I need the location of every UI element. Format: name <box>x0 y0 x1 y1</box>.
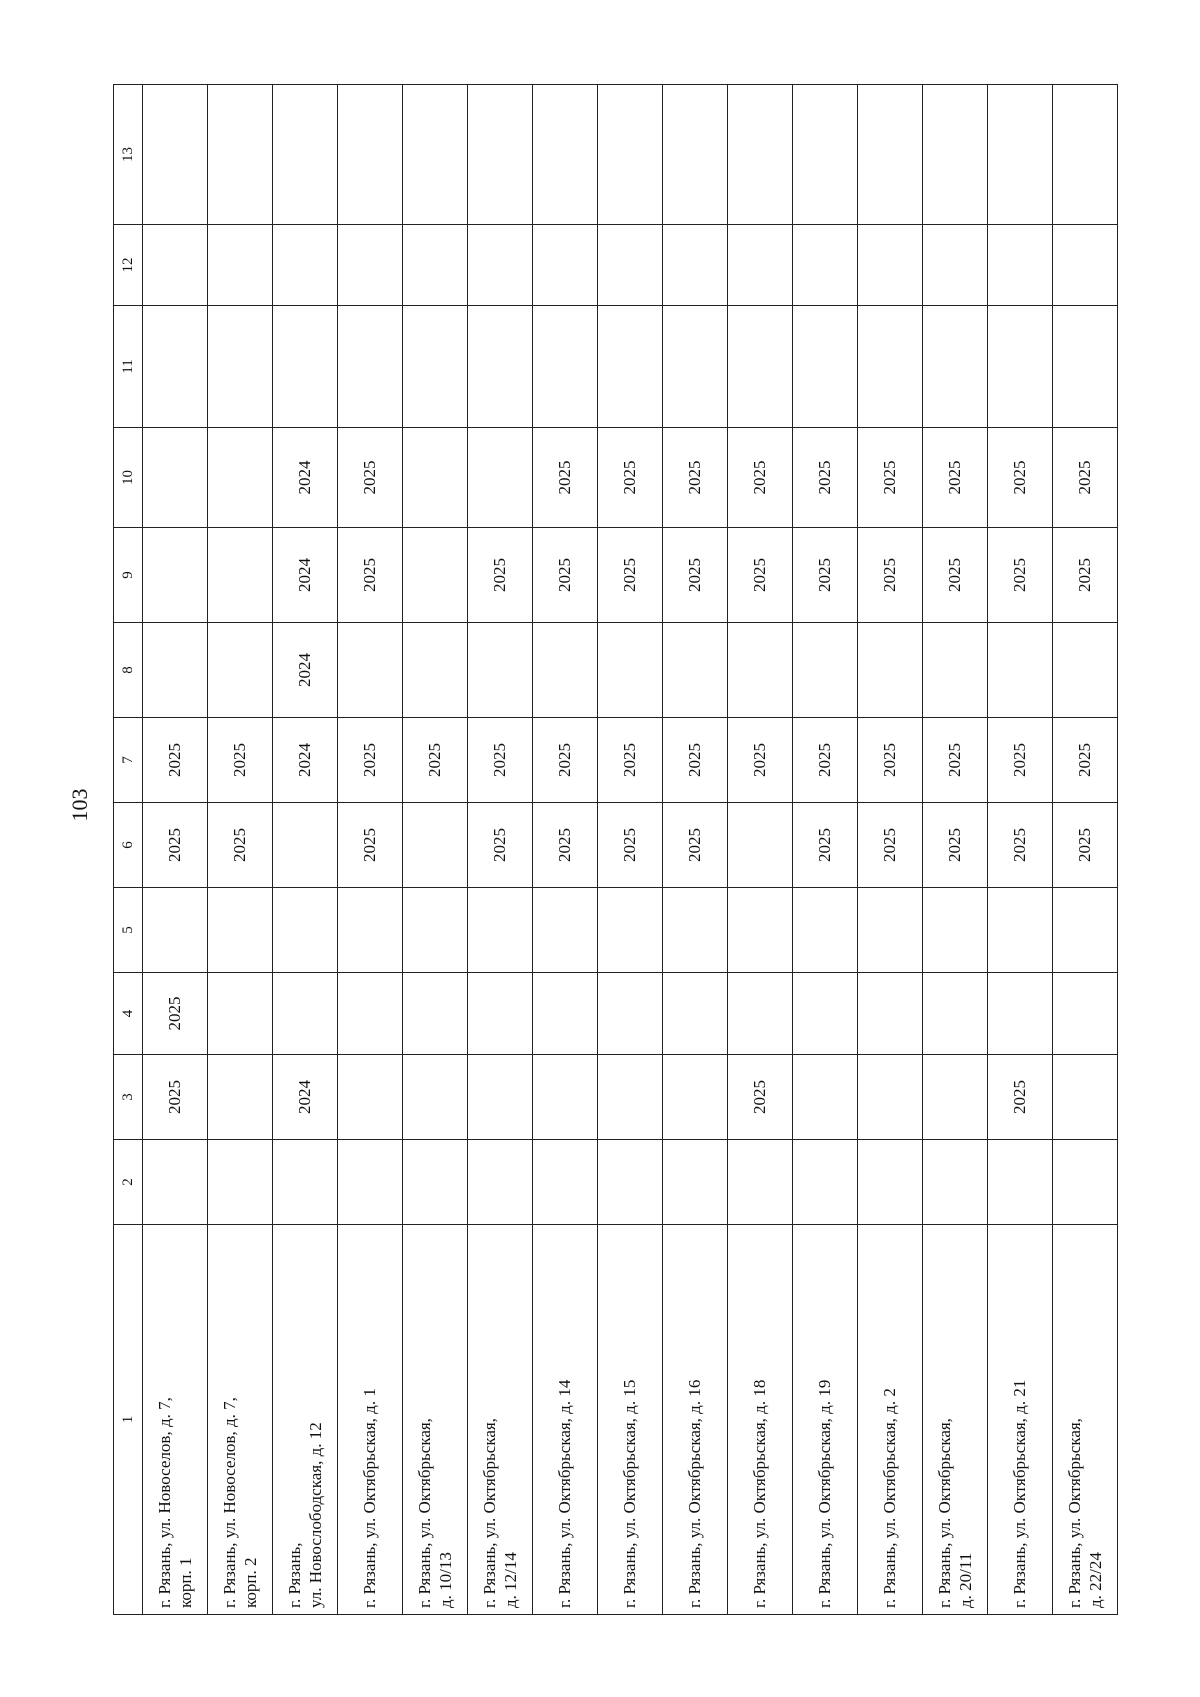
year-cell <box>403 973 468 1055</box>
year-cell <box>598 225 663 306</box>
year-cell <box>663 973 728 1055</box>
year-cell <box>338 973 403 1055</box>
year-cell <box>793 623 858 718</box>
year-cell <box>663 1055 728 1140</box>
address-cell <box>728 1225 793 1615</box>
year-cell: 2025 <box>598 528 663 623</box>
column-header: 5 <box>114 888 143 973</box>
year-cell: 2025 <box>728 528 793 623</box>
year-cell <box>468 973 533 1055</box>
year-cell <box>923 888 988 973</box>
year-cell: 2025 <box>858 718 923 803</box>
address-cell <box>403 1225 468 1615</box>
year-cell <box>273 1140 338 1225</box>
year-cell <box>208 528 273 623</box>
year-cell <box>1053 1055 1118 1140</box>
year-cell <box>533 623 598 718</box>
year-cell <box>403 85 468 225</box>
table-row <box>273 85 338 1615</box>
year-cell <box>533 85 598 225</box>
year-cell <box>793 85 858 225</box>
year-cell <box>858 225 923 306</box>
year-cell <box>598 306 663 428</box>
year-cell <box>1053 85 1118 225</box>
year-cell: 2025 <box>728 718 793 803</box>
year-cell <box>533 1140 598 1225</box>
year-cell: 2025 <box>923 528 988 623</box>
year-cell: 2025 <box>143 1055 208 1140</box>
year-cell <box>1053 973 1118 1055</box>
year-cell <box>663 623 728 718</box>
year-cell <box>403 528 468 623</box>
year-cell: 2025 <box>1053 718 1118 803</box>
year-cell <box>273 803 338 888</box>
year-cell <box>988 306 1053 428</box>
address-text: г. Рязань, ул. Октябрьская, д. 19 <box>815 1379 835 1608</box>
year-cell <box>858 85 923 225</box>
table-row <box>1053 85 1118 1615</box>
year-cell <box>403 1055 468 1140</box>
year-cell <box>208 225 273 306</box>
year-cell <box>728 888 793 973</box>
year-cell <box>208 1140 273 1225</box>
year-cell: 2025 <box>468 803 533 888</box>
year-cell: 2025 <box>598 428 663 528</box>
year-cell: 2024 <box>273 528 338 623</box>
year-cell <box>273 225 338 306</box>
year-cell: 2025 <box>598 803 663 888</box>
address-text: г. Рязань, ул. Октябрьская, д. 21 <box>1010 1379 1030 1608</box>
address-text: г. Рязань, ул. Октябрьская, д. 20/11 <box>934 1418 975 1608</box>
year-cell <box>338 225 403 306</box>
year-cell <box>403 803 468 888</box>
column-header: 11 <box>114 306 143 428</box>
year-cell <box>468 888 533 973</box>
year-cell: 2025 <box>663 803 728 888</box>
table-row <box>598 85 663 1615</box>
address-cell <box>143 1225 208 1615</box>
year-cell <box>468 623 533 718</box>
year-cell <box>403 428 468 528</box>
year-cell <box>1053 1140 1118 1225</box>
year-cell <box>728 85 793 225</box>
column-header: 3 <box>114 1055 143 1140</box>
column-header: 7 <box>114 718 143 803</box>
year-cell <box>468 1055 533 1140</box>
year-cell: 2025 <box>728 1055 793 1140</box>
address-cell <box>663 1225 728 1615</box>
year-cell <box>858 1055 923 1140</box>
year-cell <box>208 1055 273 1140</box>
year-cell <box>923 973 988 1055</box>
address-text: г. Рязань, ул. Новослободская, д. 12 <box>284 1422 325 1608</box>
year-cell <box>663 1140 728 1225</box>
year-cell: 2025 <box>663 718 728 803</box>
year-cell: 2025 <box>143 973 208 1055</box>
year-cell <box>533 888 598 973</box>
year-cell: 2025 <box>338 428 403 528</box>
year-cell: 2025 <box>793 528 858 623</box>
year-cell <box>1053 225 1118 306</box>
year-cell <box>338 1055 403 1140</box>
year-cell <box>208 623 273 718</box>
schedule-table <box>113 84 1118 1615</box>
table-row <box>208 85 273 1615</box>
year-cell <box>1053 888 1118 973</box>
column-header: 4 <box>114 973 143 1055</box>
table-row <box>988 85 1053 1615</box>
year-cell: 2025 <box>858 428 923 528</box>
year-cell <box>403 225 468 306</box>
year-cell: 2024 <box>273 718 338 803</box>
year-cell <box>143 428 208 528</box>
column-header: 8 <box>114 623 143 718</box>
year-cell <box>988 973 1053 1055</box>
year-cell <box>338 888 403 973</box>
year-cell <box>143 85 208 225</box>
year-cell <box>273 85 338 225</box>
address-cell <box>988 1225 1053 1615</box>
address-cell <box>923 1225 988 1615</box>
year-cell: 2025 <box>143 718 208 803</box>
year-cell <box>598 1055 663 1140</box>
year-cell <box>598 888 663 973</box>
year-cell <box>143 225 208 306</box>
year-cell <box>858 1140 923 1225</box>
year-cell <box>468 85 533 225</box>
column-header: 13 <box>114 85 143 225</box>
year-cell <box>663 225 728 306</box>
year-cell <box>338 85 403 225</box>
year-cell <box>988 225 1053 306</box>
year-cell: 2025 <box>533 528 598 623</box>
year-cell: 2025 <box>533 803 598 888</box>
year-cell <box>533 1055 598 1140</box>
year-cell: 2025 <box>1053 428 1118 528</box>
address-text: г. Рязань, ул. Октябрьская, д. 12/14 <box>479 1418 520 1608</box>
year-cell: 2025 <box>923 803 988 888</box>
address-text: г. Рязань, ул. Октябрьская, д. 22/24 <box>1064 1418 1105 1608</box>
year-cell <box>728 1140 793 1225</box>
year-cell: 2025 <box>403 718 468 803</box>
year-cell <box>273 306 338 428</box>
address-cell <box>533 1225 598 1615</box>
column-header: 6 <box>114 803 143 888</box>
header-row <box>114 85 143 1615</box>
year-cell: 2025 <box>858 528 923 623</box>
year-cell <box>208 888 273 973</box>
year-cell <box>533 973 598 1055</box>
year-cell <box>533 306 598 428</box>
year-cell: 2025 <box>1053 803 1118 888</box>
year-cell <box>728 973 793 1055</box>
year-cell <box>858 306 923 428</box>
year-cell: 2025 <box>663 428 728 528</box>
address-cell <box>1053 1225 1118 1615</box>
year-cell: 2025 <box>338 803 403 888</box>
year-cell: 2024 <box>273 623 338 718</box>
year-cell <box>208 973 273 1055</box>
year-cell <box>793 1055 858 1140</box>
year-cell: 2025 <box>793 718 858 803</box>
year-cell: 2025 <box>468 718 533 803</box>
year-cell <box>728 306 793 428</box>
year-cell <box>728 623 793 718</box>
year-cell: 2025 <box>793 428 858 528</box>
year-cell: 2025 <box>923 718 988 803</box>
address-text: г. Рязань, ул. Октябрьская, д. 18 <box>750 1379 770 1608</box>
address-text: г. Рязань, ул. Новоселов, д. 7, корп. 1 <box>154 1397 195 1608</box>
year-cell <box>793 888 858 973</box>
year-cell <box>793 1140 858 1225</box>
year-cell <box>1053 306 1118 428</box>
year-cell <box>1053 623 1118 718</box>
year-cell <box>208 428 273 528</box>
column-header: 1 <box>114 1225 143 1615</box>
year-cell <box>923 623 988 718</box>
year-cell: 2025 <box>598 718 663 803</box>
year-cell <box>143 623 208 718</box>
year-cell <box>468 306 533 428</box>
year-cell <box>143 306 208 428</box>
year-cell: 2025 <box>858 803 923 888</box>
table-row <box>663 85 728 1615</box>
table-row <box>793 85 858 1615</box>
year-cell: 2025 <box>208 718 273 803</box>
year-cell <box>663 85 728 225</box>
year-cell <box>403 306 468 428</box>
year-cell: 2024 <box>273 1055 338 1140</box>
address-cell <box>858 1225 923 1615</box>
year-cell <box>598 973 663 1055</box>
year-cell <box>988 623 1053 718</box>
year-cell <box>728 225 793 306</box>
year-cell: 2025 <box>793 803 858 888</box>
year-cell <box>143 528 208 623</box>
year-cell <box>338 306 403 428</box>
year-cell: 2025 <box>1053 528 1118 623</box>
year-cell: 2025 <box>988 528 1053 623</box>
year-cell: 2025 <box>923 428 988 528</box>
table-row <box>728 85 793 1615</box>
year-cell: 2025 <box>208 803 273 888</box>
year-cell <box>858 623 923 718</box>
address-text: г. Рязань, ул. Октябрьская, д. 15 <box>620 1379 640 1608</box>
address-cell <box>598 1225 663 1615</box>
year-cell: 2025 <box>663 528 728 623</box>
year-cell <box>533 225 598 306</box>
year-cell <box>273 888 338 973</box>
year-cell <box>923 85 988 225</box>
year-cell <box>468 1140 533 1225</box>
address-text: г. Рязань, ул. Октябрьская, д. 14 <box>555 1379 575 1608</box>
year-cell <box>143 888 208 973</box>
year-cell <box>598 1140 663 1225</box>
address-text: г. Рязань, ул. Октябрьская, д. 1 <box>360 1388 380 1608</box>
year-cell: 2025 <box>533 718 598 803</box>
year-cell <box>858 973 923 1055</box>
year-cell: 2025 <box>988 718 1053 803</box>
year-cell <box>403 888 468 973</box>
year-cell <box>208 85 273 225</box>
address-cell <box>273 1225 338 1615</box>
year-cell: 2025 <box>988 428 1053 528</box>
address-cell <box>468 1225 533 1615</box>
year-cell: 2025 <box>533 428 598 528</box>
address-text: г. Рязань, ул. Октябрьская, д. 10/13 <box>414 1418 455 1608</box>
address-cell <box>793 1225 858 1615</box>
year-cell <box>403 1140 468 1225</box>
table-row <box>403 85 468 1615</box>
year-cell <box>143 1140 208 1225</box>
column-header: 2 <box>114 1140 143 1225</box>
address-text: г. Рязань, ул. Новоселов, д. 7, корп. 2 <box>219 1397 260 1608</box>
address-cell <box>208 1225 273 1615</box>
year-cell <box>923 306 988 428</box>
year-cell: 2025 <box>728 428 793 528</box>
table-row <box>923 85 988 1615</box>
year-cell <box>338 623 403 718</box>
column-header: 10 <box>114 428 143 528</box>
year-cell <box>988 888 1053 973</box>
year-cell <box>663 888 728 973</box>
address-cell <box>338 1225 403 1615</box>
address-text: г. Рязань, ул. Октябрьская, д. 2 <box>880 1388 900 1608</box>
year-cell <box>858 888 923 973</box>
year-cell: 2025 <box>468 528 533 623</box>
year-cell <box>598 85 663 225</box>
year-cell <box>728 803 793 888</box>
table-container <box>113 85 1105 1615</box>
year-cell <box>468 225 533 306</box>
table-row <box>338 85 403 1615</box>
year-cell <box>923 1140 988 1225</box>
year-cell <box>468 428 533 528</box>
year-cell <box>273 973 338 1055</box>
table-row <box>533 85 598 1615</box>
column-header: 12 <box>114 225 143 306</box>
year-cell <box>923 225 988 306</box>
year-cell: 2025 <box>988 803 1053 888</box>
year-cell: 2025 <box>143 803 208 888</box>
column-header: 9 <box>114 528 143 623</box>
year-cell <box>988 1140 1053 1225</box>
table-row <box>143 85 208 1615</box>
year-cell <box>793 225 858 306</box>
table-row <box>468 85 533 1615</box>
year-cell <box>793 306 858 428</box>
year-cell <box>923 1055 988 1140</box>
year-cell: 2025 <box>988 1055 1053 1140</box>
year-cell: 2025 <box>338 528 403 623</box>
year-cell <box>793 973 858 1055</box>
address-text: г. Рязань, ул. Октябрьская, д. 16 <box>685 1379 705 1608</box>
page-number-text: 103 <box>67 788 92 822</box>
year-cell: 2024 <box>273 428 338 528</box>
year-cell: 2025 <box>338 718 403 803</box>
year-cell <box>208 306 273 428</box>
table-row <box>858 85 923 1615</box>
year-cell <box>598 623 663 718</box>
year-cell <box>663 306 728 428</box>
year-cell <box>988 85 1053 225</box>
year-cell <box>403 623 468 718</box>
year-cell <box>338 1140 403 1225</box>
